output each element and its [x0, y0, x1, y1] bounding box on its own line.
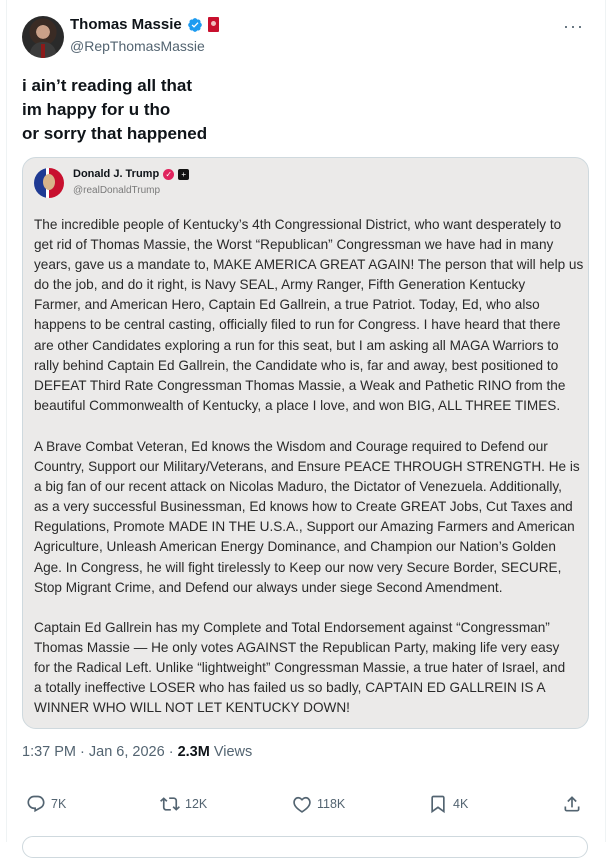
repost-icon — [160, 794, 180, 814]
tweet-line: or sorry that happened — [22, 124, 208, 143]
tweet-text — [22, 74, 582, 146]
author-name[interactable]: Thomas Massie — [70, 16, 182, 33]
like-icon — [292, 794, 312, 814]
reply-count: 7K — [51, 797, 67, 811]
author-avatar[interactable] — [22, 16, 64, 58]
views-count: 2.3M — [177, 744, 210, 760]
reply-icon — [26, 794, 46, 814]
quoted-affiliate-icon: + — [178, 169, 189, 180]
like-button[interactable] — [292, 794, 345, 814]
quoted-paragraph-2: A Brave Combat Veteran, Ed knows the Wisdom and Courage required to Defend our Country, Support our Military/Veterans, and Ensure PEACE THROUGH STRENGTH. He is a big fan of our recent attack on Nicolas Maduro, the Dictator of Venezuela. Additionally, as a very successful Businessman, Ed knows how to Create GREAT Jobs, Cut Taxes and Regulations, Promote MADE IN THE U.S.A., Support our Amazing Farmers and American Agriculture, Unleash American Energy Dominance, and Champion our Nation’s Golden Age. In Congress, he will fight tirelessly to Keep our now very Secure Border, SECURE, Stop Migrant Crime, and Defend our always under siege Second Amendment. — [34, 439, 580, 595]
tweet-line: im happy for u tho — [22, 100, 171, 119]
flag-icon — [208, 17, 219, 32]
quoted-badge-icon: ✓ — [163, 169, 174, 180]
bookmark-icon — [428, 794, 448, 814]
action-bar — [26, 794, 586, 816]
reply-composer[interactable] — [22, 836, 588, 858]
bookmark-count: 4K — [453, 797, 469, 811]
quoted-name: Donald J. Trump — [73, 168, 160, 180]
reply-button[interactable] — [26, 794, 66, 814]
more-icon[interactable]: ··· — [563, 16, 584, 36]
share-button[interactable] — [562, 794, 582, 814]
tweet-header — [22, 16, 588, 60]
verified-icon — [187, 17, 203, 33]
tweet-line: i ain’t reading all that — [22, 76, 193, 95]
tweet-meta — [22, 744, 252, 760]
repost-button[interactable] — [160, 794, 207, 814]
quoted-paragraph-1: The incredible people of Kentucky’s 4th Congressional District, who want desperately to get rid of Thomas Massie, the Worst “Republican” Congressman we have had in many years, gave us a mandate to, MAKE AMERICA GREAT AGAIN! The person that will help us do the job, and do it right, is Navy SEAL, Army Ranger, Fifth Generation Kentucky Farmer, and American Hero, Captain Ed Gallrein, a true Patriot. Today, Ed, who also happens to be central casting, officially filed to run for Congress. I have heard that there are other Candidates exploring a run for this seat, but I am asking all MAGA Warriors to rally behind Captain Ed Gallrein, the Candidate who is, far and away, best positioned to DEFEAT Third Rate Congressman Thomas Massie, a Weak and Pathetic RINO from the beautiful Commonwealth of Kentucky, a place I love, and won BIG, ALL THREE TIMES. — [34, 217, 584, 413]
views-label: Views — [209, 744, 253, 760]
author-handle[interactable]: @RepThomasMassie — [70, 38, 205, 54]
quoted-screenshot[interactable] — [22, 157, 589, 729]
like-count: 118K — [317, 797, 346, 811]
bookmark-button[interactable] — [428, 794, 468, 814]
repost-count: 12K — [185, 797, 208, 811]
tweet-timestamp[interactable]: 1:37 PM · Jan 6, 2026 · — [22, 744, 178, 760]
quoted-handle: @realDonaldTrump — [73, 185, 161, 196]
quoted-avatar — [34, 168, 64, 198]
share-icon — [562, 794, 582, 814]
quoted-paragraph-3: Captain Ed Gallrein has my Complete and Total Endorsement against “Congressman” Thomas Massie — He only votes AGAINST the Republican Party, making life very easy for the Radical Left. Unlike “lightweight” Congressman Massie, a true hater of Israel, and a totally ineffective LOSER who has failed us so badly, CAPTAIN ED GALLREIN IS A WINNER WHO WILL NOT LET KENTUCKY DOWN! — [34, 620, 566, 716]
